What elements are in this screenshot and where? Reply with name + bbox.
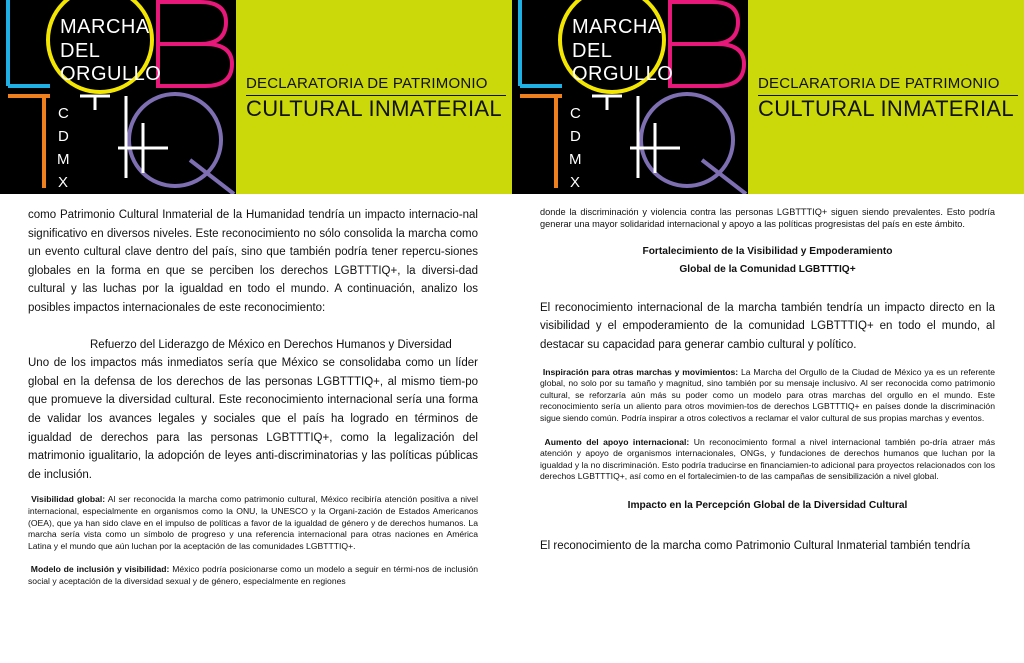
- left-body: [28, 206, 478, 587]
- logo-line-marcha: MARCHA: [60, 16, 150, 38]
- right-heading1-line1: Fortalecimiento de la Visibilidad y Empoderamiento: [642, 245, 893, 257]
- logo-letter-x: X: [570, 174, 581, 191]
- banner-title-bottom: CULTURAL INMATERIAL: [246, 96, 502, 121]
- left-item-visibilidad: [28, 494, 478, 552]
- logo-letter-d: D: [58, 128, 70, 145]
- logo-letter-x: X: [58, 174, 69, 191]
- page-right: [512, 0, 1024, 663]
- right-item2-label: Aumento del apoyo internacional:: [544, 436, 690, 447]
- right-item1-text: La Marcha del Orgullo de la Ciudad de México ya es un referente global, no solo por su tamaño y magnitud, sino también por su mensaje inclusivo. Al ser reconocida como patrimonio cultural, se reforzaría aún más su poder como un modelo para otras marchas del orgullo en el mundo. Este reconocimiento sería un aliento para otros movimien-tos de derechos LGBTTTIQ+ en países donde la discriminación sigue siendo común. Podría inspirar a otros colectivos a reclamar el valor cultural de sus propias marchas y eventos.: [540, 366, 996, 423]
- right-item-inspiracion: [540, 367, 995, 425]
- banner-title-top: DECLARATORIA DE PATRIMONIO: [246, 75, 488, 92]
- logo-line-marcha: MARCHA: [572, 16, 662, 38]
- logo-letter-d: D: [570, 128, 582, 145]
- right-body: [540, 206, 995, 556]
- left-item2-label: Modelo de inclusión y visibilidad:: [30, 564, 170, 575]
- banner-title-top: DECLARATORIA DE PATRIMONIO: [758, 75, 1000, 92]
- logo-letter-m: M: [569, 151, 582, 168]
- left-section-body: Uno de los impactos más inmediatos sería que México se consolidaba como un líder global en la defensa de los derechos de las personas LGBTTTIQ+, al mismo tiem-po que promueve la diversidad cultural. Este reconocimiento internacional sería una forma de validar los avances legales y sociales que el país ha logrado en términos de igualdad de derechos para las personas LGBTTTIQ+, como la legalización del matrimonio igualitario, la adopción de leyes anti-discriminatorias y las políticas públicas de inclusión.: [28, 357, 478, 481]
- left-section-title: Refuerzo del Liderazgo de México en Derechos Humanos y Diversidad: [90, 338, 452, 351]
- logo-line-del: DEL: [572, 40, 613, 62]
- left-item1-label: Visibilidad global:: [31, 494, 106, 505]
- banner-right: [512, 0, 1024, 194]
- logo-letter-c: C: [58, 105, 70, 122]
- banner: [0, 0, 512, 194]
- right-item1-label: Inspiración para otras marchas y movimientos:: [542, 366, 739, 377]
- right-item-apoyo: [540, 437, 995, 483]
- left-item-modelo: [28, 564, 478, 587]
- left-item1-text: Al ser reconocida la marcha como patrimonio cultural, México recibiría atención positiva a nivel internacional, especialmente en organismos como la ONU, la UNESCO y la Organi-zación de Estados Americanos (OEA), que ya han sido clave en el impulso de políticas a favor de la igualdad de género y de derechos humanos. La marcha sería vista como un símbolo de progreso y una referencia internacional para otras naciones en América Latina y el mundo que aún luchan por la aceptación de las comunidades LGBTTTIQ+.: [28, 494, 479, 551]
- banner-title-bottom: CULTURAL INMATERIAL: [758, 96, 1014, 121]
- logo-line-del: DEL: [60, 40, 101, 62]
- right-item2-text: Un reconocimiento formal a nivel internacional también po-dría atraer más atención y apoyo de organismos internacionales, ONGs, y fundaciones de derechos humanos que luchan por la igualdad y la no discriminación. Esto podría traducirse en financiamien-to adicional para proyectos relacionados con los derechos LGBTTTIQ+, así como en el fortalecimien-to de las campañas de sensibilización a nivel global.: [540, 436, 995, 482]
- left-item2-text: México podría posicionarse como un modelo a seguir en térmi-nos de inclusión social y aceptación de la diversidad sexual y de género, especialmente en regiones: [28, 564, 479, 586]
- right-heading1-line2: Global de la Comunidad LGBTTTIQ+: [679, 263, 856, 275]
- logo-line-orgullo: ORGULLO: [60, 63, 162, 85]
- logo-line-orgullo: ORGULLO: [572, 63, 674, 85]
- left-intro: como Patrimonio Cultural Inmaterial de la Humanidad tendría un impacto internacio-nal significativo en diversos niveles. Este reconocimiento no sólo consolida la marcha como un evento cultural clave dentro del país, sino que también podría tener repercu-siones globales en la forma en que se perciben los derechos LGBTTTIQ+, la diversi-dad cultural y las luchas por la igualdad en todo el mundo. A continuación, analizo los posibles impactos internacionales de este reconocimiento:: [28, 209, 478, 314]
- right-heading2: Impacto en la Percepción Global de la Diversidad Cultural: [627, 499, 908, 511]
- logo-letter-c: C: [570, 105, 582, 122]
- right-para2: El reconocimiento de la marcha como Patrimonio Cultural Inmaterial también tendría: [540, 539, 971, 552]
- right-para1: El reconocimiento internacional de la marcha también tendría un impacto directo en la visibilidad y el empoderamiento de la comunidad LGBTTTIQ+ en todo el mundo, al destacar su capacidad para generar cambio cultural y político.: [540, 301, 995, 351]
- right-intro: donde la discriminación y violencia contra las personas LGBTTTIQ+ siguen siendo prevalentes. Esto podría generar una mayor solidaridad internacional y apoyo a las políticas progresistas del país en este ámbito.: [540, 207, 995, 230]
- logo-letter-m: M: [57, 151, 70, 168]
